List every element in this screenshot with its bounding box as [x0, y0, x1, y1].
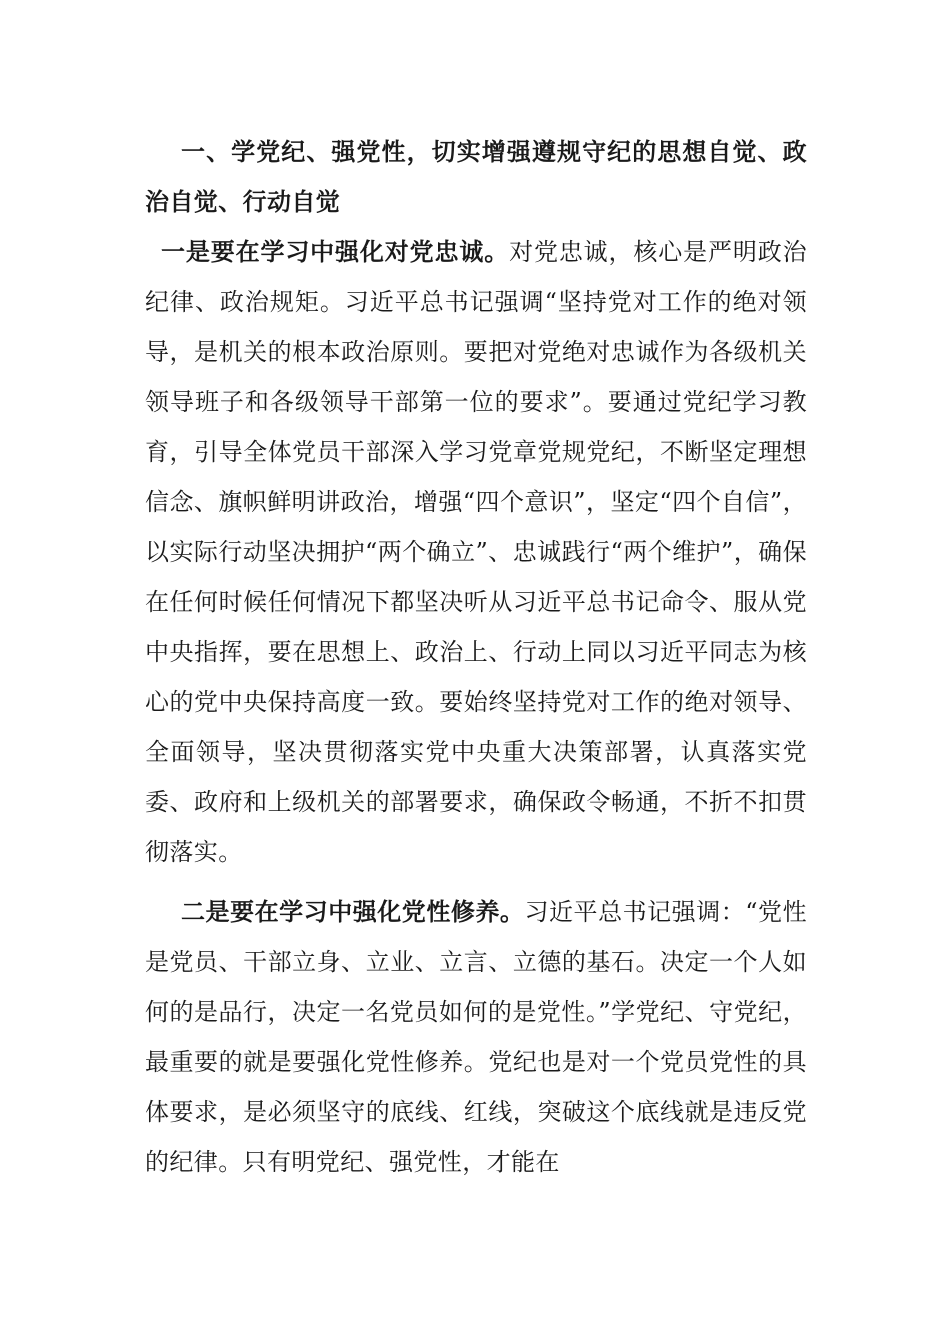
- paragraph-body: 对党忠诚，核心是严明政治纪律、政治规矩。习近平总书记强调“坚持党对工作的绝对领导，是机关的根本政治原则。要把对党绝对忠诚作为各级机关领导班子和各级领导干部第一位的要求”。要通过党纪学习教育，引导全体党员干部深入学习党章党规党纪，不断坚定理想信念、旗帜鲜明讲政治，增强“四个意识”，坚定“四个自信”，以实际行动坚决拥护“两个确立”、忠诚践行“两个维护”，确保在任何时候任何情况下都坚决听从习近平总书记命令、服从党中央指挥，要在思想上、政治上、行动上同以习近平同志为核心的党中央保持高度一致。要始终坚持党对工作的绝对领导、全面领导，坚决贯彻落实党中央重大决策部署，认真落实党委、政府和上级机关的部署要求，确保政令畅通，不折不扣贯彻落实。: [145, 238, 807, 866]
- paragraph-party-spirit: [145, 887, 807, 1187]
- paragraph-lead: 二是要在学习中强化党性修养。: [181, 898, 525, 926]
- paragraph-lead: 一是要在学习中强化对党忠诚。: [161, 238, 510, 266]
- paragraph-loyalty: [145, 227, 807, 877]
- document-body: [145, 127, 807, 1187]
- section-heading: 一、学党纪、强党性，切实增强遵规守纪的思想自觉、政治自觉、行动自觉: [145, 138, 807, 216]
- paragraph-body: 习近平总书记强调：“党性是党员、干部立身、立业、立言、立德的基石。决定一个人如何的是品行，决定一名党员如何的是党性。”学党纪、守党纪，最重要的就是要强化党性修养。党纪也是对一个党员党性的具体要求，是必须坚守的底线、红线，突破这个底线就是违反党的纪律。只有明党纪、强党性，才能在: [145, 898, 807, 1176]
